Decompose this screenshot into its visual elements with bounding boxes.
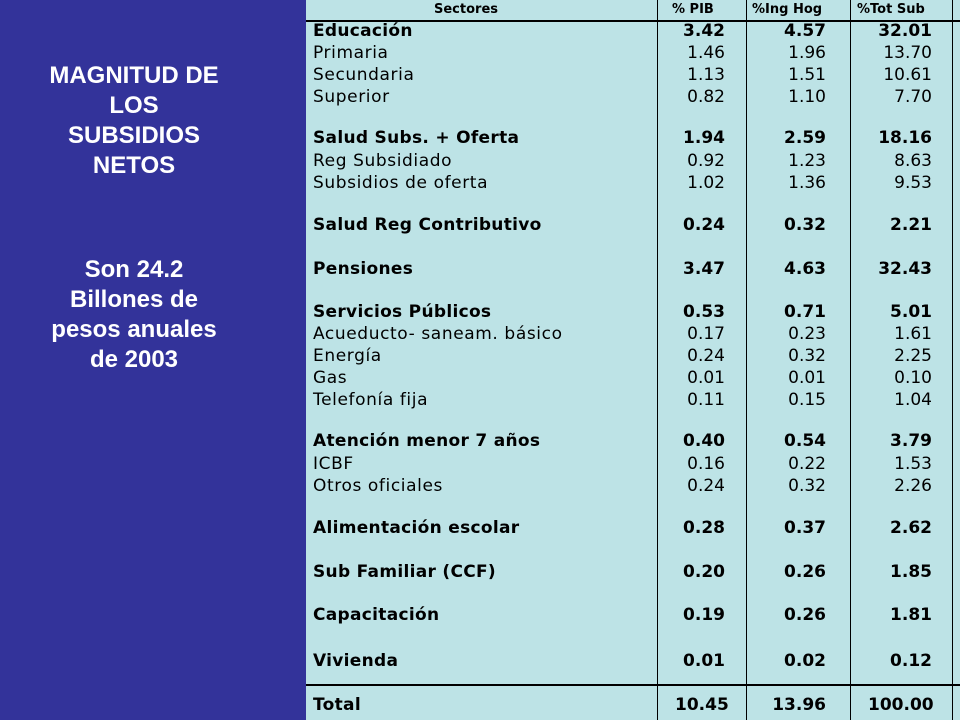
ing-hog-value: 0.15 [788, 390, 826, 410]
subsidies-table [306, 0, 960, 720]
ing-hog-value: 0.22 [788, 454, 826, 474]
tot-sub-value: 32.43 [878, 259, 932, 279]
pib-value: 1.13 [687, 65, 725, 85]
sector-name: Capacitación [313, 605, 440, 625]
sector-name: Telefonía fija [313, 390, 429, 410]
sector-name: Primaria [313, 43, 389, 63]
sector-name: Educación [313, 21, 413, 41]
ing-hog-value: 4.63 [784, 259, 826, 279]
pib-value: 0.01 [683, 651, 725, 671]
subtitle-line: Son 24.2 [84, 256, 184, 283]
tot-sub-value: 2.25 [894, 346, 932, 366]
tot-sub-value: 2.21 [890, 215, 932, 235]
header-sectores: Sectores [434, 2, 498, 17]
pib-value: 1.46 [687, 43, 725, 63]
sector-name: Total [313, 695, 361, 715]
sector-name: ICBF [313, 454, 354, 474]
table-row [306, 367, 960, 389]
pib-value: 1.02 [687, 173, 725, 193]
ing-hog-value: 0.71 [784, 302, 826, 322]
ing-hog-value: 1.10 [788, 87, 826, 107]
pib-value: 0.24 [687, 476, 725, 496]
ing-hog-value: 0.37 [784, 518, 826, 538]
table-row [306, 345, 960, 367]
tot-sub-value: 9.53 [894, 173, 932, 193]
subtitle-line: de 2003 [89, 346, 179, 373]
table-row [306, 389, 960, 411]
tot-sub-value: 2.62 [890, 518, 932, 538]
slide-subtitle [0, 255, 268, 375]
pib-value: 0.28 [683, 518, 725, 538]
sector-name: Salud Subs. + Oferta [313, 128, 520, 148]
tot-sub-value: 32.01 [878, 21, 932, 41]
pib-value: 10.45 [675, 695, 729, 715]
ing-hog-value: 0.01 [788, 368, 826, 388]
sector-name: Alimentación escolar [313, 518, 520, 538]
sector-name: Energía [313, 346, 382, 366]
table-row [306, 127, 960, 149]
tot-sub-value: 18.16 [878, 128, 932, 148]
slide-title [0, 61, 268, 181]
table-row [306, 561, 960, 583]
tot-sub-value: 8.63 [894, 151, 932, 171]
table-row [306, 517, 960, 539]
pib-value: 0.19 [683, 605, 725, 625]
tot-sub-value: 3.79 [890, 431, 932, 451]
sector-name: Gas [313, 368, 348, 388]
sector-name: Pensiones [313, 259, 414, 279]
table-row [306, 64, 960, 86]
ing-hog-value: 0.26 [784, 605, 826, 625]
tot-sub-value: 1.85 [890, 562, 932, 582]
table-row [306, 650, 960, 672]
pib-value: 0.24 [683, 215, 725, 235]
left-panel [0, 0, 268, 720]
tot-sub-value: 1.04 [894, 390, 932, 410]
tot-sub-value: 2.26 [894, 476, 932, 496]
ing-hog-value: 0.54 [784, 431, 826, 451]
pib-value: 1.94 [683, 128, 725, 148]
ing-hog-value: 1.23 [788, 151, 826, 171]
pib-value: 0.16 [687, 454, 725, 474]
tot-sub-value: 7.70 [894, 87, 932, 107]
sector-name: Otros oficiales [313, 476, 443, 496]
pib-value: 0.82 [687, 87, 725, 107]
table-header [306, 0, 960, 22]
pib-value: 0.40 [683, 431, 725, 451]
ing-hog-value: 1.36 [788, 173, 826, 193]
pib-value: 3.47 [683, 259, 725, 279]
ing-hog-value: 1.96 [788, 43, 826, 63]
sector-name: Superior [313, 87, 390, 107]
ing-hog-value: 4.57 [784, 21, 826, 41]
subtitle-line: Billones de [69, 286, 199, 313]
sector-name: Atención menor 7 años [313, 431, 541, 451]
title-line: MAGNITUD DE [49, 62, 219, 89]
ing-hog-value: 0.32 [788, 476, 826, 496]
table-row [306, 20, 960, 42]
sector-name: Subsidios de oferta [313, 173, 489, 193]
ing-hog-value: 0.26 [784, 562, 826, 582]
sector-name: Sub Familiar (CCF) [313, 562, 496, 582]
ing-hog-value: 13.96 [772, 695, 826, 715]
tot-sub-value: 1.81 [890, 605, 932, 625]
pib-value: 0.92 [687, 151, 725, 171]
table-row [306, 214, 960, 236]
table-row [306, 42, 960, 64]
tot-sub-value: 100.00 [868, 695, 934, 715]
table-row [306, 694, 960, 716]
sector-name: Reg Subsidiado [313, 151, 453, 171]
pib-value: 0.11 [687, 390, 725, 410]
table-row [306, 258, 960, 280]
table-row [306, 323, 960, 345]
sector-name: Vivienda [313, 651, 399, 671]
subtitle-line: pesos anuales [51, 316, 217, 343]
tot-sub-value: 0.12 [890, 651, 932, 671]
pib-value: 0.01 [687, 368, 725, 388]
title-line: NETOS [92, 152, 176, 179]
tot-sub-value: 1.53 [894, 454, 932, 474]
pib-value: 0.24 [687, 346, 725, 366]
header-ing-hog: %Ing Hog [752, 2, 823, 17]
ing-hog-value: 0.02 [784, 651, 826, 671]
tot-sub-value: 13.70 [883, 43, 932, 63]
table-row [306, 150, 960, 172]
table-row [306, 475, 960, 497]
table-row [306, 604, 960, 626]
pib-value: 0.20 [683, 562, 725, 582]
pib-value: 0.17 [687, 324, 725, 344]
tot-sub-value: 1.61 [894, 324, 932, 344]
ing-hog-value: 2.59 [784, 128, 826, 148]
tot-sub-value: 5.01 [890, 302, 932, 322]
ing-hog-value: 0.32 [784, 215, 826, 235]
ing-hog-value: 1.51 [788, 65, 826, 85]
table-row [306, 172, 960, 194]
table-row [306, 86, 960, 108]
ing-hog-value: 0.32 [788, 346, 826, 366]
total-divider [306, 684, 960, 686]
table-row [306, 453, 960, 475]
sector-name: Salud Reg Contributivo [313, 215, 542, 235]
sector-name: Acueducto- saneam. básico [313, 324, 563, 344]
title-line: LOS [109, 92, 159, 119]
tot-sub-value: 0.10 [894, 368, 932, 388]
header-pib: % PIB [672, 2, 714, 17]
ing-hog-value: 0.23 [788, 324, 826, 344]
header-tot-sub: %Tot Sub [857, 2, 925, 17]
pib-value: 0.53 [683, 302, 725, 322]
sector-name: Secundaria [313, 65, 415, 85]
pib-value: 3.42 [683, 21, 725, 41]
title-line: SUBSIDIOS [67, 122, 201, 149]
table-row [306, 430, 960, 452]
sector-name: Servicios Públicos [313, 302, 492, 322]
table-row [306, 301, 960, 323]
tot-sub-value: 10.61 [883, 65, 932, 85]
